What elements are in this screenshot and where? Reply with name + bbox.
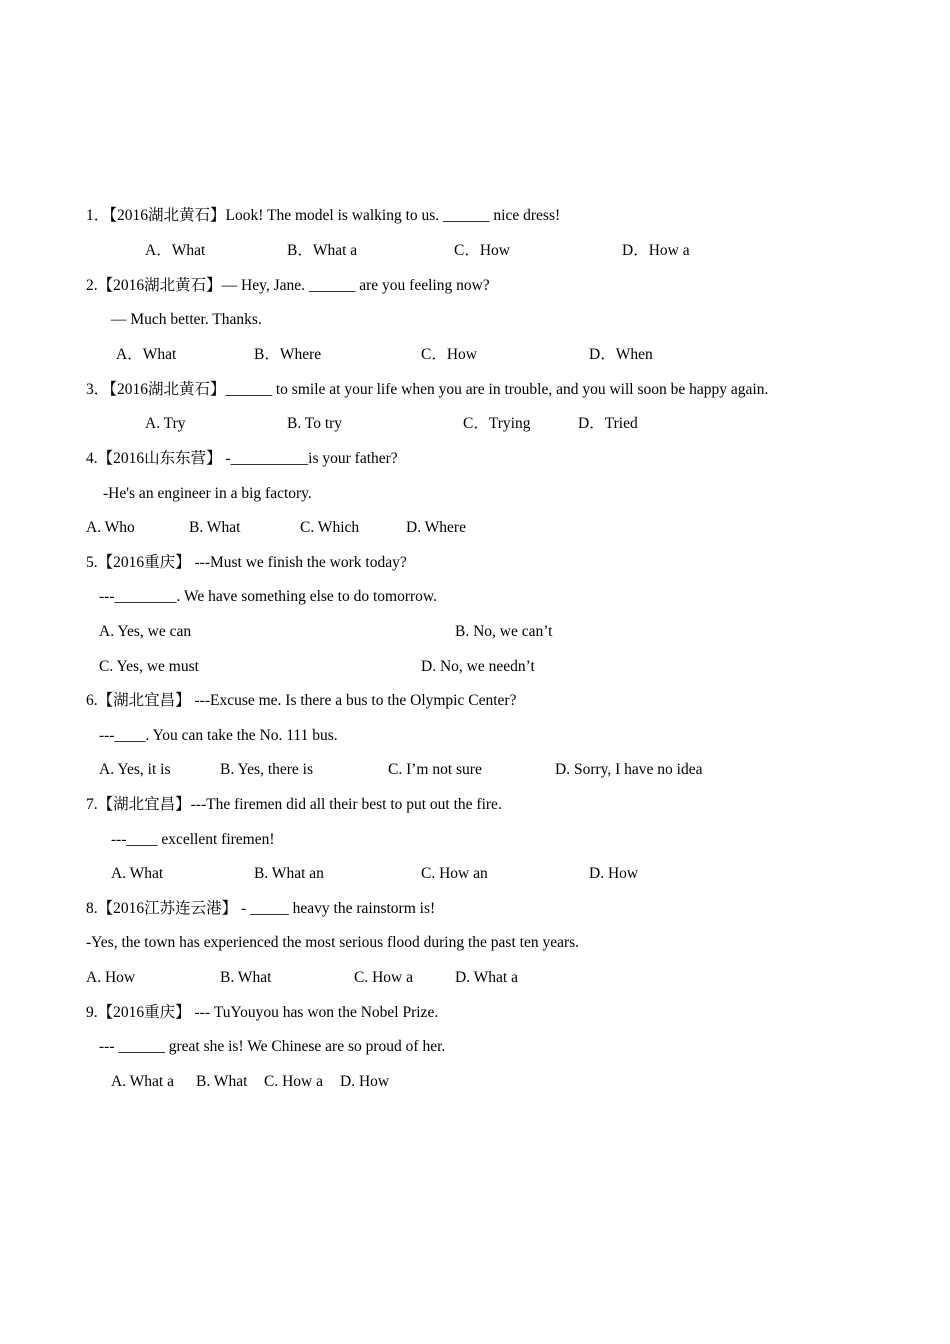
option-b: B．What a — [287, 242, 358, 259]
option-d: D. Sorry, I have no idea — [555, 761, 703, 778]
question-reply: --- ______ great she is! We Chinese are so proud of her. — [99, 1038, 446, 1055]
option-c: C．How — [421, 346, 477, 363]
option-a: A. Yes, it is — [99, 761, 171, 778]
option-b: B. To try — [287, 415, 343, 432]
option-b: B. Yes, there is — [220, 761, 314, 778]
option-b: B. What — [196, 1073, 248, 1090]
question-stem: 1．【2016湖北黄石】Look! The model is walking to us. ______ nice dress! — [86, 207, 561, 224]
question-reply: ---________. We have something else to do tomorrow. — [99, 588, 437, 605]
option-d: D. How — [589, 865, 639, 882]
question-stem: 9.【2016重庆】 --- TuYouyou has won the Nobel Prize. — [86, 1004, 439, 1021]
question-reply: — Much better. Thanks. — [111, 311, 262, 328]
option-a: A．What — [145, 242, 206, 259]
option-d: D．Tried — [578, 415, 638, 432]
option-b: B．Where — [254, 346, 322, 363]
option-a: A．What — [116, 346, 177, 363]
question-stem: 2.【2016湖北黄石】— Hey, Jane. ______ are you feeling now? — [86, 277, 490, 294]
question-stem: 4.【2016山东东营】 -__________is your father? — [86, 450, 398, 467]
option-a: A. How — [86, 969, 136, 986]
option-b: B. What — [189, 519, 241, 536]
question-stem: 6.【湖北宜昌】 ---Excuse me. Is there a bus to the Olympic Center? — [86, 692, 517, 709]
option-c: C. How an — [421, 865, 488, 882]
option-a: A. Who — [86, 519, 135, 536]
option-b: B. What an — [254, 865, 324, 882]
option-c: C. I’m not sure — [388, 761, 482, 778]
option-a: A. Try — [145, 415, 186, 432]
option-a: A. What a — [111, 1073, 174, 1090]
option-d: D. Where — [406, 519, 466, 536]
option-c: C. Which — [300, 519, 360, 536]
question-stem: 8.【2016江苏连云港】 - _____ heavy the rainstorm is! — [86, 900, 436, 917]
question-reply: ---____ excellent firemen! — [111, 831, 275, 848]
option-c: C. Yes, we must — [99, 658, 199, 675]
option-c: C．How — [454, 242, 510, 259]
question-reply: -He's an engineer in a big factory. — [103, 485, 312, 502]
option-c: C. How a — [264, 1073, 323, 1090]
option-a: A. What — [111, 865, 164, 882]
question-stem: 7.【湖北宜昌】---The firemen did all their best to put out the fire. — [86, 796, 502, 813]
option-c: C. How a — [354, 969, 413, 986]
question-9-options — [0, 1072, 390, 1192]
option-b: B. No, we can’t — [455, 623, 553, 640]
option-d: D. What a — [455, 969, 518, 986]
option-d: D. No, we needn’t — [421, 658, 535, 675]
option-d: D．How a — [622, 242, 690, 259]
option-c: C．Trying — [463, 415, 531, 432]
option-d: D．When — [589, 346, 653, 363]
option-d: D. How — [340, 1073, 390, 1090]
question-stem: 5.【2016重庆】 ---Must we finish the work today? — [86, 554, 407, 571]
question-reply: -Yes, the town has experienced the most serious flood during the past ten years. — [86, 934, 580, 951]
option-a: A. Yes, we can — [99, 623, 192, 640]
question-stem: 3．【2016湖北黄石】______ to smile at your life when you are in trouble, and you will soon be happy again. — [86, 381, 769, 398]
option-b: B. What — [220, 969, 272, 986]
question-reply: ---____. You can take the No. 111 bus. — [99, 727, 338, 744]
